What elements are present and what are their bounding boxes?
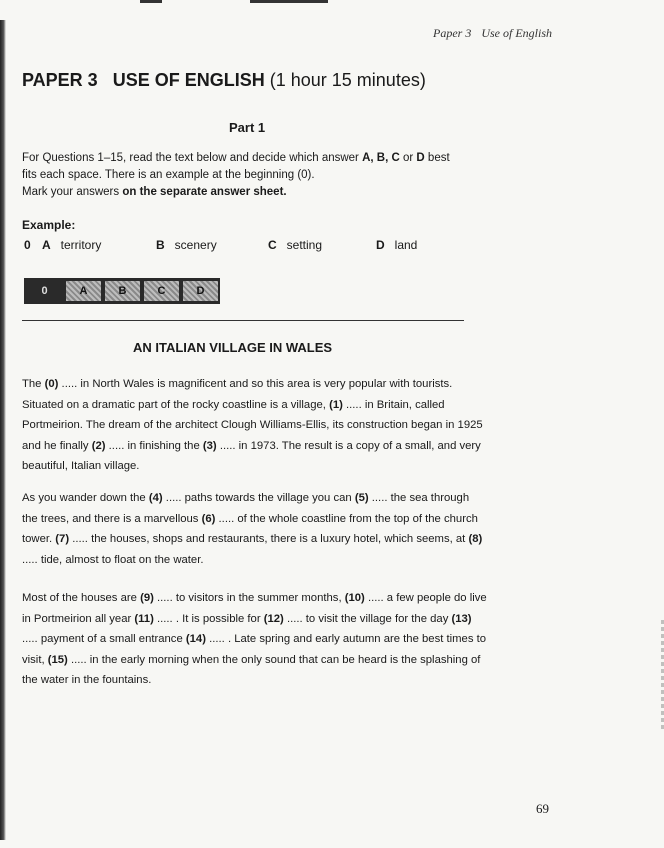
gap-number: (0) [44, 378, 59, 390]
text-run: ..... . Late spring and early autumn are the best times to visit, [22, 633, 487, 666]
part-heading: Part 1 [229, 120, 266, 135]
answer-grid-cell: C [144, 281, 179, 301]
example-options [22, 238, 442, 254]
instructions-letter-d: D [416, 152, 425, 164]
gap-number: (1) [329, 398, 343, 411]
text-run: ..... payment of a small entrance [22, 633, 186, 645]
paper-subject: USE OF ENGLISH [112, 70, 265, 90]
text-title: AN ITALIAN VILLAGE IN WALES [133, 340, 333, 355]
gap-number: (7) [55, 533, 70, 545]
gap-number: (15) [47, 653, 68, 666]
text-paragraph [22, 588, 487, 691]
example-option-c: C setting [268, 238, 323, 252]
book-spine-shadow [0, 20, 6, 840]
text-paragraph [22, 488, 487, 570]
gap-number: (2) [91, 439, 106, 452]
instructions [22, 150, 502, 201]
text-run: ..... tide, almost to float on the water. [22, 553, 204, 566]
example-option-d: D land [376, 238, 418, 252]
running-head [433, 26, 552, 41]
text-run: ..... the houses, shops and restaurants, there is a luxury hotel, which seems, at [69, 533, 469, 545]
answer-grid-cell: B [105, 281, 140, 301]
gap-number: (3) [202, 439, 217, 452]
text-run: ..... to visitors in the summer months, [153, 592, 345, 604]
text-run: ..... a few people do live in Portmeirion all year [22, 592, 487, 625]
answer-grid-cell: D [183, 281, 218, 301]
text-run: ..... . It is possible for [153, 612, 264, 625]
text-run: As you wander down the [22, 492, 149, 504]
example-option-a: A territory [42, 238, 102, 252]
gap-number: (9) [140, 592, 154, 604]
gap-number: (5) [354, 492, 369, 504]
text-run: The [22, 378, 45, 390]
paper-number: PAPER 3 [22, 70, 98, 90]
instructions-line3-bold: on the separate answer sheet. [122, 186, 287, 198]
gap-number: (13) [451, 612, 472, 625]
text-run: ..... to visit the village for the day [283, 612, 452, 625]
text-run: ..... the sea through the trees, and there is a marvellous [22, 492, 470, 525]
page-title [22, 70, 426, 91]
top-scan-mark [140, 0, 162, 3]
gap-number: (11) [134, 612, 154, 625]
example-label: Example: [22, 218, 76, 232]
gap-number: (6) [201, 512, 216, 525]
text-run: ..... in 1973. The result is a copy of a small, and very beautiful, Italian village. [22, 439, 481, 472]
gap-number: (12) [263, 612, 284, 625]
text-run: ..... in the early morning when the only sound that can be heard is the splashing of the water in the fountains. [22, 653, 481, 686]
example-answer-grid [24, 278, 220, 304]
instructions-or: or [399, 152, 417, 164]
text-run: ..... paths towards the village you can [162, 492, 355, 504]
text-paragraph [22, 374, 487, 477]
running-head-paper: Paper 3 [433, 26, 472, 40]
instructions-line1-pre: For Questions 1–15, read the text below and decide which answer [22, 152, 363, 164]
instructions-line2: fits each space. There is an example at the beginning (0). [22, 169, 315, 181]
text-run: ..... of the whole coastline from the top of the church tower. [22, 512, 478, 545]
instructions-line3-pre: Mark your answers [22, 186, 123, 198]
instructions-line1-post: best [424, 152, 450, 164]
gap-number: (14) [185, 633, 206, 645]
gap-number: (4) [148, 492, 163, 504]
text-run: Most of the houses are [22, 592, 141, 604]
page-number: 69 [536, 801, 549, 816]
gap-number: (8) [468, 533, 483, 545]
gap-number: (10) [344, 592, 365, 604]
paper-duration: (1 hour 15 minutes) [269, 70, 426, 90]
answer-grid-cell: A [66, 281, 101, 301]
example-option-b: B scenery [156, 238, 217, 252]
text-run: ..... in North Wales is magnificent and so this area is very popular with tourists. Situated on a dramatic part of the rocky coastline is a village, [22, 378, 453, 411]
example-number: 0 [24, 238, 31, 252]
answer-grid-cell: 0 [27, 281, 62, 301]
text-run: ..... in Britain, called Portmeirion. The dream of the architect Clough Williams-Ellis, its construction began in 1925 and he finally [22, 398, 483, 452]
divider-rule [22, 320, 464, 321]
text-run: ..... in finishing the [105, 439, 203, 452]
top-scan-mark [250, 0, 328, 3]
running-head-section: Use of English [481, 26, 552, 40]
instructions-letters: A, B, C [362, 152, 400, 164]
